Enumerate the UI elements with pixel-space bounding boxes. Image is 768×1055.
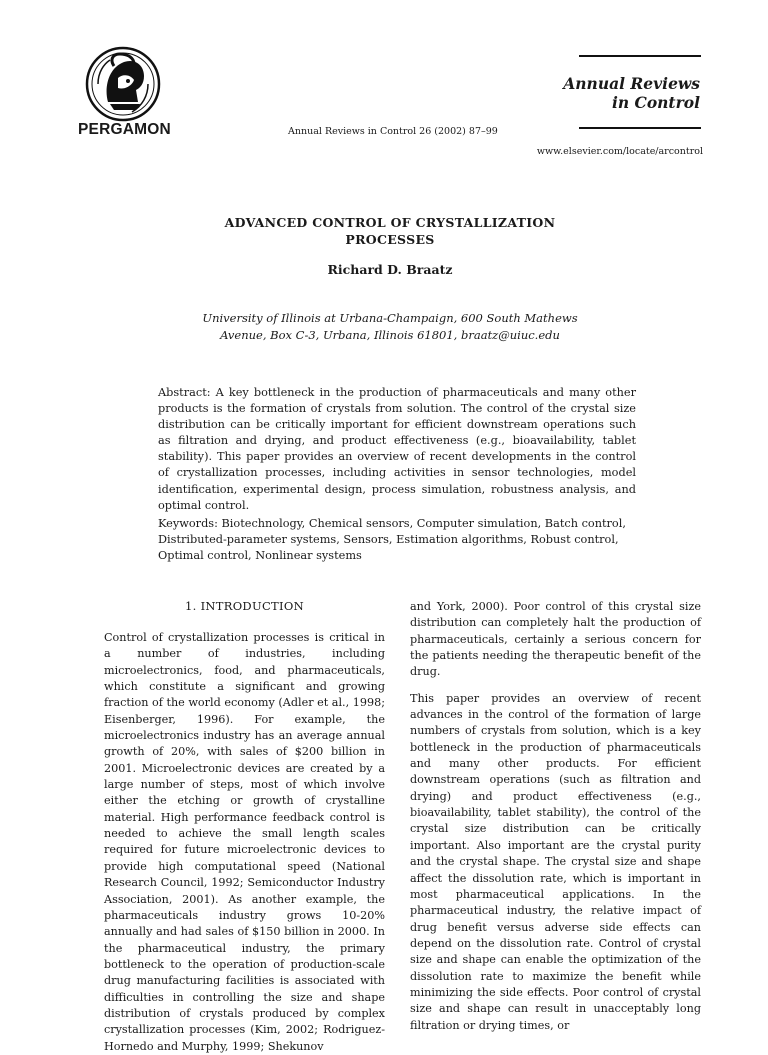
keywords: Keywords: Biotechnology, Chemical sensors, Computer simulation, Batch control, Distributed-parameter systems, Sensors, Estimation algorithms, Robust control, Optimal control, Nonlinear systems xyxy=(158,517,626,563)
pergamon-helmet-logo-icon xyxy=(84,44,162,124)
journal-title-line2: in Control xyxy=(611,93,700,112)
affiliation-line2: Avenue, Box C-3, Urbana, Illinois 61801, braatz@uiuc.edu xyxy=(220,328,560,342)
paper-title xyxy=(150,214,630,248)
right-column xyxy=(410,599,701,1034)
publisher-name: PERGAMON xyxy=(78,121,171,138)
journal-title xyxy=(560,74,700,112)
intro-paragraph-continued: and York, 2000). Poor control of this crystal size distribution can completely halt the production of pharmaceuticals, certainly a serious concern for the patients needing the therapeutic benefit of the drug. xyxy=(410,600,701,679)
header-rule-top xyxy=(579,55,701,57)
section-heading-introduction: 1. INTRODUCTION xyxy=(185,599,304,613)
header-rule-bottom xyxy=(579,127,701,129)
paper-title-line2: PROCESSES xyxy=(345,232,435,247)
paper-title-line1: ADVANCED CONTROL OF CRYSTALLIZATION xyxy=(224,215,556,230)
left-column xyxy=(104,630,385,1055)
affiliation-line1: University of Illinois at Urbana-Champaign, 600 South Mathews xyxy=(202,311,578,325)
author-name: Richard D. Braatz xyxy=(327,262,453,277)
intro-paragraph-2: This paper provides an overview of recent advances in the control of the formation of large numbers of crystals from solution, which is a key bottleneck in the production of pharmaceuticals and many other products. For efficient downstream operations (such as filtration and drying) and product effectiveness (e.g., bioavailability, tablet stability), the control of the crystal size distribution can be critically important. Also important are the crystal purity and the crystal shape. The crystal size and shape affect the dissolution rate, which is important in most pharmaceutical applications. In the pharmaceutical industry, the relative impact of drug benefit versus adverse side effects can depend on the dissolution rate. Control of crystal size and shape can enable the optimization of the dissolution rate to maximize the benefit while minimizing the side effects. Poor control of crystal size and shape can result in unacceptably long filtration or drying times, or xyxy=(410,691,701,1032)
journal-citation: Annual Reviews in Control 26 (2002) 87–99 xyxy=(288,126,498,137)
journal-url[interactable]: www.elsevier.com/locate/arcontrol xyxy=(536,146,703,157)
intro-paragraph-1: Control of crystallization processes is critical in a number of industries, including microelectronics, food, and pharmaceuticals, which constitute a significant and growing fraction of the world economy (Adler et al., 1998; Eisenberger, 1996). For example, the microelectronics industry has an average annual growth of 20%, with sales of $200 billion in 2001. Microelectronic devices are created by a large number of steps, most of which involve either the etching or growth of crystalline material. High performance feedback control is needed to achieve the small length scales required for future microelectronic devices to provide high computational speed (National Research Council, 1992; Semiconductor Industry Association, 2001). As another example, the pharmaceuticals industry grows 10-20% annually and had sales of $150 billion in 2000. In the pharmaceutical industry, the primary bottleneck to the operation of production-scale drug manufacturing facilities is associated with difficulties in controlling the size and shape distribution of crystals produced by complex crystallization processes (Kim, 2002; Rodriguez-Hornedo and Murphy, 1999; Shekunov xyxy=(104,631,385,1053)
abstract: Abstract: A key bottleneck in the production of pharmaceuticals and many other products is the formation of crystals from solution. The control of the crystal size distribution can be critically important for efficient downstream operations such as filtration and drying, and product effectiveness (e.g., bioavailability, tablet stability). This paper provides an overview of recent developments in the control of crystallization processes, including activities in sensor technologies, model identification, experimental design, process simulation, robustness analysis, and optimal control. xyxy=(158,386,636,512)
journal-title-line1: Annual Reviews xyxy=(563,74,700,93)
author-affiliation xyxy=(150,310,630,344)
